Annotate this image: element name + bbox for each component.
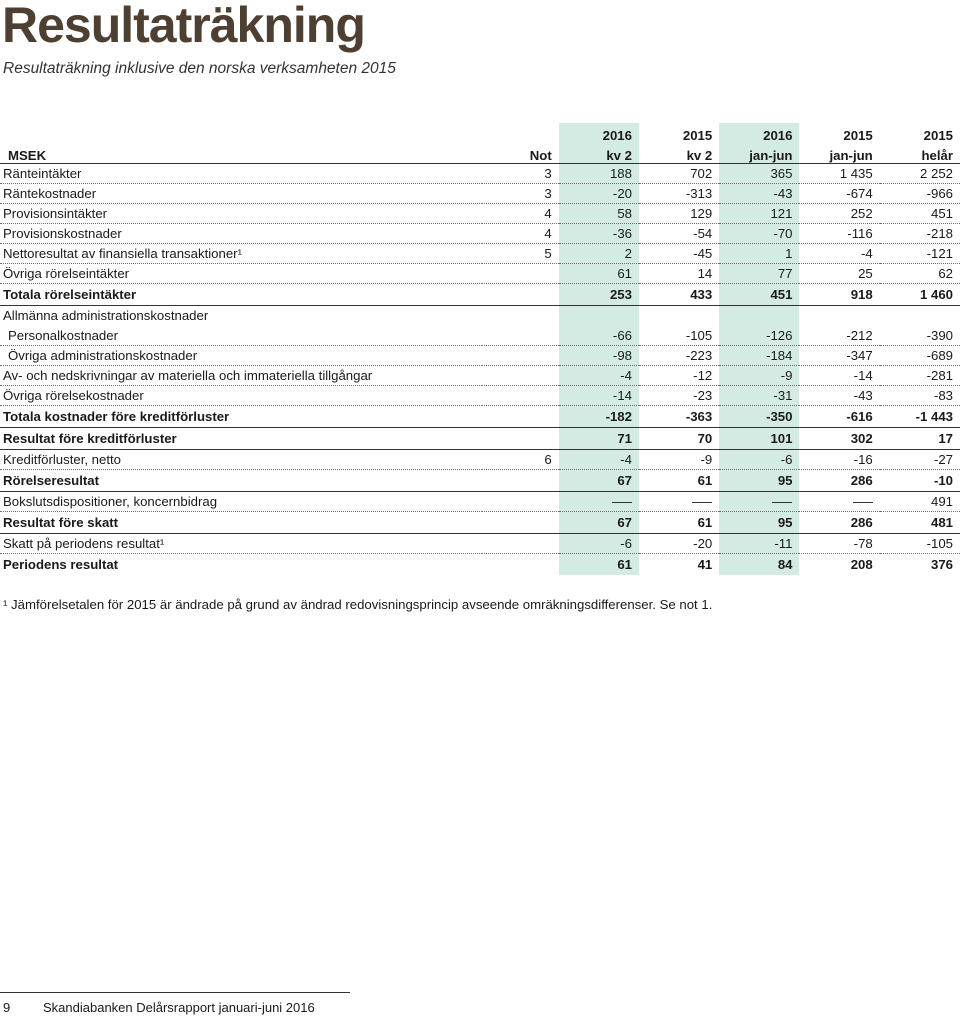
row-value: -218 bbox=[880, 224, 960, 244]
row-label: Övriga rörelsekostnader bbox=[0, 386, 482, 406]
col-header-year: 2016 bbox=[559, 123, 639, 143]
row-value: 70 bbox=[639, 428, 719, 450]
row-label: Skatt på periodens resultat¹ bbox=[0, 534, 482, 554]
row-value: 302 bbox=[799, 428, 879, 450]
table-row bbox=[0, 492, 960, 512]
row-note: 3 bbox=[482, 184, 559, 204]
row-value: 95 bbox=[719, 470, 799, 492]
footnote: ¹ Jämförelsetalen för 2015 är ändrade på grund av ändrad redovisningsprincip avseende omräkningsdifferenser. Se not 1. bbox=[3, 597, 713, 612]
table-row bbox=[0, 470, 960, 492]
row-note bbox=[482, 284, 559, 306]
table-row bbox=[0, 428, 960, 450]
row-value: 365 bbox=[719, 164, 799, 184]
col-header-year: 2015 bbox=[923, 128, 953, 143]
row-label: Övriga administrationskostnader bbox=[0, 346, 482, 366]
header-row-periods bbox=[0, 143, 960, 164]
row-value: -20 bbox=[639, 534, 719, 554]
row-value: 71 bbox=[559, 428, 639, 450]
row-value bbox=[559, 306, 639, 326]
row-value bbox=[719, 492, 799, 512]
table-row bbox=[0, 346, 960, 366]
dash-mark bbox=[692, 502, 712, 503]
row-value: 17 bbox=[880, 428, 960, 450]
row-value: -347 bbox=[799, 346, 879, 366]
row-value: -78 bbox=[799, 534, 879, 554]
table-row bbox=[0, 284, 960, 306]
row-note bbox=[482, 512, 559, 534]
row-value: -4 bbox=[559, 450, 639, 470]
msek-header: MSEK bbox=[0, 143, 482, 164]
row-value: -363 bbox=[639, 406, 719, 428]
row-value: -105 bbox=[639, 326, 719, 346]
row-value: -16 bbox=[799, 450, 879, 470]
col-header-period: kv 2 bbox=[559, 143, 639, 164]
row-value: -212 bbox=[799, 326, 879, 346]
row-value: 61 bbox=[559, 554, 639, 576]
row-note bbox=[482, 492, 559, 512]
row-value: 67 bbox=[559, 470, 639, 492]
table-row bbox=[0, 184, 960, 204]
row-value: -98 bbox=[559, 346, 639, 366]
header-row-years bbox=[0, 123, 960, 143]
col-header-year: 2015 bbox=[843, 128, 873, 143]
row-value: -689 bbox=[880, 346, 960, 366]
row-value: -27 bbox=[880, 450, 960, 470]
header-blank bbox=[482, 123, 559, 143]
row-note bbox=[482, 406, 559, 428]
row-value: -616 bbox=[799, 406, 879, 428]
row-value: 2 252 bbox=[880, 164, 960, 184]
row-value: 252 bbox=[799, 204, 879, 224]
row-note bbox=[482, 366, 559, 386]
row-note bbox=[482, 264, 559, 284]
row-note: 4 bbox=[482, 204, 559, 224]
table-row bbox=[0, 264, 960, 284]
row-value: 286 bbox=[799, 512, 879, 534]
table-row bbox=[0, 386, 960, 406]
row-note bbox=[482, 326, 559, 346]
row-label: Av- och nedskrivningar av materiella och immateriella tillgångar bbox=[0, 366, 482, 386]
row-value: -9 bbox=[719, 366, 799, 386]
col-header-year: 2015 bbox=[682, 128, 713, 143]
col-header-period: kv 2 bbox=[639, 143, 719, 164]
row-value: -4 bbox=[799, 244, 879, 264]
col-header-period: jan-jun bbox=[719, 143, 799, 164]
row-value: -14 bbox=[559, 386, 639, 406]
row-value: -9 bbox=[639, 450, 719, 470]
col-header-period: helår bbox=[880, 143, 960, 164]
row-label: Provisionsintäkter bbox=[0, 204, 482, 224]
row-value: -11 bbox=[719, 534, 799, 554]
row-value: -20 bbox=[559, 184, 639, 204]
row-value: 14 bbox=[639, 264, 719, 284]
table-row bbox=[0, 204, 960, 224]
row-value: -43 bbox=[719, 184, 799, 204]
row-value bbox=[719, 306, 799, 326]
row-label: Kreditförluster, netto bbox=[0, 450, 482, 470]
table-row bbox=[0, 450, 960, 470]
row-value: -6 bbox=[559, 534, 639, 554]
row-value: -43 bbox=[799, 386, 879, 406]
row-value: -45 bbox=[639, 244, 719, 264]
row-value: 61 bbox=[639, 512, 719, 534]
col-header-period: jan-jun bbox=[799, 143, 879, 164]
row-value: -36 bbox=[559, 224, 639, 244]
income-statement-table bbox=[0, 123, 960, 575]
row-value: 208 bbox=[850, 557, 873, 572]
row-value: 129 bbox=[639, 204, 719, 224]
row-value: -966 bbox=[880, 184, 960, 204]
row-value: 2 bbox=[559, 244, 639, 264]
row-note: 3 bbox=[482, 164, 559, 184]
col-header-year: 2016 bbox=[719, 123, 799, 143]
row-note bbox=[482, 554, 559, 576]
row-label: Periodens resultat bbox=[3, 557, 119, 572]
row-note bbox=[482, 346, 559, 366]
row-value: -10 bbox=[880, 470, 960, 492]
row-value: -105 bbox=[880, 534, 960, 554]
dash-mark bbox=[612, 502, 632, 503]
row-value: -223 bbox=[639, 346, 719, 366]
row-value: -6 bbox=[719, 450, 799, 470]
table-row bbox=[0, 366, 960, 386]
income-statement-table-wrapper bbox=[0, 123, 960, 575]
row-value: 286 bbox=[799, 470, 879, 492]
row-value: 376 bbox=[930, 557, 953, 572]
row-label: Totala kostnader före kreditförluster bbox=[0, 406, 482, 428]
row-note bbox=[482, 428, 559, 450]
row-value: 58 bbox=[559, 204, 639, 224]
dash-mark bbox=[772, 502, 792, 503]
table-row bbox=[0, 306, 960, 326]
row-value: 433 bbox=[639, 284, 719, 306]
row-label: Totala rörelseintäkter bbox=[0, 284, 482, 306]
row-value: 491 bbox=[880, 492, 960, 512]
row-value: 481 bbox=[880, 512, 960, 534]
page-subtitle: Resultaträkning inklusive den norska verksamheten 2015 bbox=[3, 60, 396, 77]
row-value: -350 bbox=[719, 406, 799, 428]
row-value: 918 bbox=[799, 284, 879, 306]
row-value: 77 bbox=[719, 264, 799, 284]
header-blank bbox=[0, 123, 482, 143]
row-value: 702 bbox=[639, 164, 719, 184]
row-value: -121 bbox=[880, 244, 960, 264]
row-label: Räntekostnader bbox=[0, 184, 482, 204]
row-value: 61 bbox=[639, 470, 719, 492]
row-value bbox=[799, 306, 879, 326]
row-value: 61 bbox=[559, 264, 639, 284]
row-label: Personalkostnader bbox=[0, 326, 482, 346]
table-row bbox=[0, 164, 960, 184]
row-value: -31 bbox=[719, 386, 799, 406]
not-header: Not bbox=[482, 143, 559, 164]
row-value: -281 bbox=[880, 366, 960, 386]
row-label: Bokslutsdispositioner, koncernbidrag bbox=[0, 492, 482, 512]
row-value: -23 bbox=[639, 386, 719, 406]
dash-mark bbox=[853, 502, 873, 503]
row-label: Provisionskostnader bbox=[0, 224, 482, 244]
row-value: -126 bbox=[719, 326, 799, 346]
row-value: -14 bbox=[799, 366, 879, 386]
row-value: 67 bbox=[559, 512, 639, 534]
row-label: Ränteintäkter bbox=[0, 164, 482, 184]
row-value: 451 bbox=[719, 284, 799, 306]
table-row bbox=[0, 512, 960, 534]
row-value: -674 bbox=[799, 184, 879, 204]
row-value: -1 443 bbox=[880, 406, 960, 428]
row-label: Resultat före skatt bbox=[0, 512, 482, 534]
row-value bbox=[639, 306, 719, 326]
page-footer bbox=[3, 1000, 315, 1015]
row-value: 121 bbox=[719, 204, 799, 224]
row-value: -116 bbox=[799, 224, 879, 244]
row-value: 84 bbox=[719, 554, 799, 576]
row-note: 5 bbox=[482, 244, 559, 264]
row-value: 41 bbox=[697, 557, 713, 572]
table-row bbox=[0, 244, 960, 264]
row-value: -4 bbox=[559, 366, 639, 386]
row-value: -54 bbox=[639, 224, 719, 244]
table-row bbox=[0, 326, 960, 346]
row-note bbox=[482, 386, 559, 406]
row-note: 6 bbox=[482, 450, 559, 470]
table-row bbox=[0, 406, 960, 428]
row-value: -66 bbox=[559, 326, 639, 346]
row-label: Övriga rörelseintäkter bbox=[0, 264, 482, 284]
row-value: 101 bbox=[719, 428, 799, 450]
row-note bbox=[482, 470, 559, 492]
table-row bbox=[0, 534, 960, 554]
row-value: -12 bbox=[639, 366, 719, 386]
report-title: Skandiabanken Delårsrapport januari-juni 2016 bbox=[43, 1000, 315, 1015]
row-label: Allmänna administrationskostnader bbox=[3, 308, 209, 324]
row-note: 4 bbox=[482, 224, 559, 244]
row-note bbox=[482, 534, 559, 554]
table-row bbox=[0, 554, 960, 576]
row-value: 1 435 bbox=[799, 164, 879, 184]
table-body bbox=[0, 164, 960, 576]
row-note bbox=[482, 306, 559, 326]
row-value: -70 bbox=[719, 224, 799, 244]
row-value bbox=[880, 306, 960, 326]
row-value bbox=[639, 492, 719, 512]
row-value: -390 bbox=[880, 326, 960, 346]
row-value: -83 bbox=[880, 386, 960, 406]
row-value: 1 460 bbox=[880, 284, 960, 306]
row-label: Nettoresultat av finansiella transaktioner¹ bbox=[0, 244, 482, 264]
footer-divider bbox=[0, 992, 350, 993]
page-number: 9 bbox=[3, 1000, 11, 1015]
row-value: 95 bbox=[719, 512, 799, 534]
row-value bbox=[799, 492, 879, 512]
row-value bbox=[559, 492, 639, 512]
row-value: -184 bbox=[719, 346, 799, 366]
row-label: Rörelseresultat bbox=[0, 470, 482, 492]
row-value: 1 bbox=[719, 244, 799, 264]
row-value: 253 bbox=[559, 284, 639, 306]
page-title: Resultaträkning bbox=[2, 0, 365, 53]
table-row bbox=[0, 224, 960, 244]
row-value: 451 bbox=[880, 204, 960, 224]
row-value: -313 bbox=[639, 184, 719, 204]
row-value: -182 bbox=[559, 406, 639, 428]
row-value: 188 bbox=[559, 164, 639, 184]
row-label: Resultat före kreditförluster bbox=[0, 428, 482, 450]
row-value: 25 bbox=[799, 264, 879, 284]
row-value: 62 bbox=[880, 264, 960, 284]
